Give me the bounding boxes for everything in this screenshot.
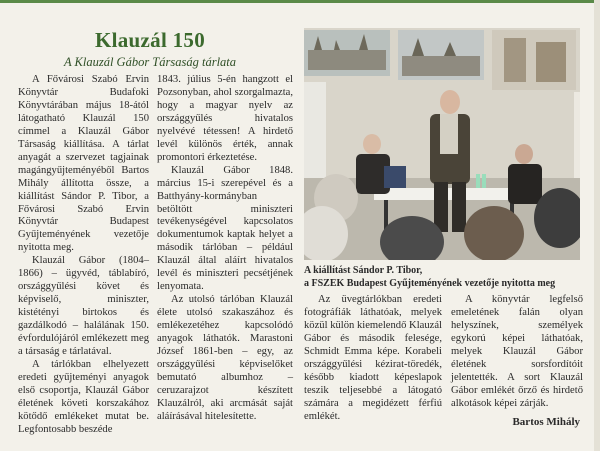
paragraph: Az utolsó tárlóban Klauzál élete utolsó szakaszához és emlékezetéhez kapcsolódó anyagok láthatók. Marastoni József 1861-ben – egy, az országgyűlési képviselőket bemutató albumhoz – ceruzarajzot készített Klauzálról, aki arcmását saját aláírásával hitelesítette. xyxy=(157,294,293,422)
photo-caption xyxy=(304,265,584,290)
paragraph: A Fővárosi Szabó Ervin Könyvtár Budafoki Könyvtárában május 18-ától látogatható Klauzál 150 címmel a Klauzál Gábor Társaság kiállítása. A tárlat anyagát a szervezet tagjainak magángyűjteményéből Bartos Mihály állította össze, a kiállítást Sándor P. Tibor, a Fővárosi Szabó Ervin Könyvtár Budapest Gyűjteményének vezetője nyitotta meg. xyxy=(18,74,149,254)
caption-line-2: a FSZEK Budapest Gyűjteményének vezetője nyitotta meg xyxy=(304,277,556,289)
author-signature: Bartos Mihály xyxy=(512,416,580,428)
text-column-2 xyxy=(157,74,293,424)
caption-line-1: A kiállítást Sándor P. Tibor, xyxy=(304,265,423,276)
exhibition-photo xyxy=(304,28,580,260)
paragraph: Az üvegtárlókban eredeti fotográfiák láthatóak, melyek közül külön kiemelendő Klauzál Gábor és második felesége, Schmidt Emma képe. Korabeli országgyűlési kézirat-töredék, később kiadott képeslapok teszik teljesebbé a látogató számára a megidézett férfiú emlékét. xyxy=(304,294,442,422)
paragraph: A könyvtár legfelső emeletének falán olyan helyszínek, személyek egykorú képei láthatóak, melyek Klauzál Gábor életének sorsfordítóit jelentették. A sort Klauzál Gábor emlékét őrző és hirdető alkotások képei zárják. xyxy=(451,294,583,409)
text-column-4 xyxy=(451,294,583,411)
text-column-3 xyxy=(304,294,442,424)
article-title: Klauzál 150 xyxy=(94,28,206,52)
paragraph: A tárlókban elhelyezett eredeti gyűjteményi anyagok első csoportja, Klauzál Gábor életének követi korszakához kötődő emlékeket mutat be. Legfontosabb beszéde xyxy=(18,358,149,435)
text-column-1 xyxy=(18,74,149,437)
photo-illustration xyxy=(304,28,580,260)
paragraph: 1843. július 5-én hangzott el Pozsonyban, ahol szorgalmazta, hogy a magyar nyelv az országgyűlés hivatalos nyelvévé tétessen! A hirdető levél különös érték, annak promontori érkeztetése. xyxy=(157,74,293,163)
paragraph: Klauzál Gábor 1848. március 15-i szerepével és a Batthyány-kormányban betöltött miniszteri tevékenységével kapcsolatos dokumentumok kaptak helyet a második tárlóban – például Klauzál által aláírt hivatalos levél és miniszteri pecsétjének lenyomata. xyxy=(157,164,293,293)
article-subtitle: A Klauzál Gábor Társaság tárlata xyxy=(63,55,237,69)
paragraph: Klauzál Gábor (1804–1866) – ügyvéd, táblabíró, országgyűlési követ és képviselő, miniszter, kistétényi birtokos és gazdálkodó – halálának 150. évfordulójáról emlékezett meg a társaság e tárlatával. xyxy=(18,255,149,358)
top-rule xyxy=(0,0,600,3)
page-edge xyxy=(594,0,600,451)
